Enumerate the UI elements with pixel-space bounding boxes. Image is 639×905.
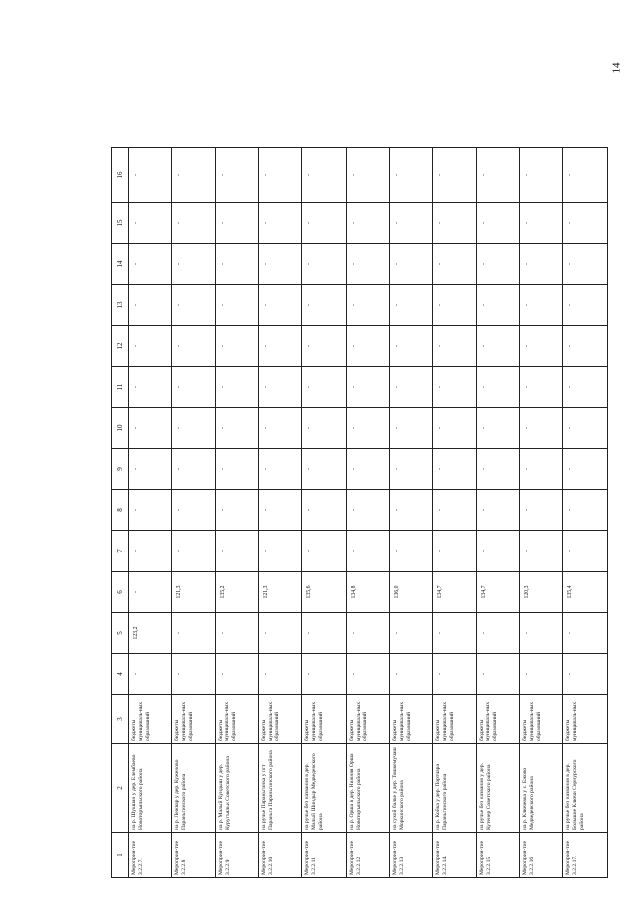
funding-source-cell: бюджеты муниципаль-ных образований	[302, 695, 347, 744]
table-row	[129, 148, 172, 878]
value-cell: -	[302, 244, 347, 285]
value-cell: -	[433, 531, 476, 572]
value-cell: -	[129, 408, 172, 449]
value-cell: -	[520, 326, 563, 367]
value-cell: -	[563, 654, 608, 695]
value-cell: -	[129, 367, 172, 408]
value-cell: -	[390, 244, 433, 285]
value-cell: -	[346, 148, 389, 203]
value-cell: 134,7	[433, 572, 476, 613]
value-cell: -	[346, 367, 389, 408]
value-cell: -	[563, 326, 608, 367]
value-cell: -	[346, 244, 389, 285]
value-cell: -	[172, 449, 215, 490]
value-cell: -	[563, 449, 608, 490]
value-cell: -	[346, 613, 389, 654]
value-cell: -	[302, 148, 347, 203]
value-cell: -	[390, 148, 433, 203]
value-cell: -	[172, 326, 215, 367]
value-cell: -	[346, 531, 389, 572]
measure-description-cell: на р. Ключевка у с. Ежово Медведевского района	[520, 744, 563, 833]
value-cell: -	[129, 654, 172, 695]
value-cell: -	[390, 449, 433, 490]
value-cell: 135,6	[302, 572, 347, 613]
value-cell: -	[433, 203, 476, 244]
value-cell: -	[346, 654, 389, 695]
column-number-header: 2	[112, 744, 129, 833]
measure-id-cell: Мероприя-тие 3.2.2.8	[172, 833, 215, 878]
value-cell: -	[433, 367, 476, 408]
measure-id-cell: Мероприя-тие 3.2.2.16	[520, 833, 563, 878]
value-cell: -	[215, 285, 258, 326]
value-cell: 120,3	[520, 572, 563, 613]
value-cell: -	[215, 148, 258, 203]
value-cell: -	[476, 285, 519, 326]
value-cell: -	[476, 148, 519, 203]
value-cell: -	[346, 285, 389, 326]
value-cell: -	[520, 367, 563, 408]
value-cell: -	[172, 613, 215, 654]
value-cell: -	[563, 285, 608, 326]
value-cell: -	[563, 408, 608, 449]
table-row	[390, 148, 433, 878]
value-cell: -	[129, 531, 172, 572]
value-cell: -	[172, 148, 215, 203]
value-cell: -	[215, 654, 258, 695]
measure-id-cell: Мероприя-тие 3.2.2.12	[346, 833, 389, 878]
funding-source-cell: бюджеты муниципаль-ных образований	[172, 695, 215, 744]
value-cell: -	[476, 326, 519, 367]
value-cell: -	[302, 367, 347, 408]
value-cell: -	[433, 654, 476, 695]
value-cell: -	[520, 203, 563, 244]
program-table	[111, 147, 608, 878]
column-number-header: 11	[112, 367, 129, 408]
value-cell: -	[258, 244, 301, 285]
measure-id-cell: Мероприя-тие 3.2.2.13	[390, 833, 433, 878]
value-cell: 134,8	[346, 572, 389, 613]
value-cell: -	[390, 285, 433, 326]
value-cell: -	[302, 203, 347, 244]
value-cell: -	[563, 490, 608, 531]
value-cell: -	[563, 244, 608, 285]
value-cell: -	[476, 449, 519, 490]
value-cell: 121,3	[172, 572, 215, 613]
value-cell: -	[258, 326, 301, 367]
value-cell: -	[476, 490, 519, 531]
table-row	[346, 148, 389, 878]
value-cell: -	[302, 654, 347, 695]
measure-description-cell: на р. Малый Кундыш у дер. Куругъяльи Советского района	[215, 744, 258, 833]
value-cell: -	[390, 367, 433, 408]
value-cell: -	[476, 654, 519, 695]
value-cell: -	[520, 148, 563, 203]
value-cell: -	[215, 367, 258, 408]
value-cell: -	[172, 367, 215, 408]
column-number-header: 15	[112, 203, 129, 244]
header-row	[112, 148, 129, 878]
value-cell: -	[520, 613, 563, 654]
column-number-header: 16	[112, 148, 129, 203]
column-number-header: 13	[112, 285, 129, 326]
value-cell: -	[433, 285, 476, 326]
value-cell: 135,2	[215, 572, 258, 613]
value-cell: -	[346, 326, 389, 367]
column-number-header: 5	[112, 613, 129, 654]
table-row	[476, 148, 519, 878]
value-cell: -	[390, 654, 433, 695]
value-cell: -	[302, 613, 347, 654]
value-cell: -	[215, 408, 258, 449]
value-cell: -	[302, 531, 347, 572]
value-cell: -	[258, 367, 301, 408]
value-cell: -	[258, 449, 301, 490]
value-cell: -	[172, 244, 215, 285]
measure-id-cell: Мероприя-тие 3.2.2.17.	[563, 833, 608, 878]
funding-source-cell: бюджеты муниципаль-ных образований	[520, 695, 563, 744]
value-cell: -	[258, 285, 301, 326]
page-number: 14	[610, 62, 623, 74]
value-cell: -	[215, 531, 258, 572]
value-cell: -	[476, 408, 519, 449]
value-cell: -	[433, 490, 476, 531]
column-number-header: 6	[112, 572, 129, 613]
table-row	[563, 148, 608, 878]
value-cell: -	[390, 408, 433, 449]
value-cell: -	[129, 326, 172, 367]
value-cell: -	[302, 326, 347, 367]
value-cell: -	[215, 613, 258, 654]
column-number-header: 4	[112, 654, 129, 695]
column-number-header: 12	[112, 326, 129, 367]
value-cell: -	[215, 326, 258, 367]
value-cell: -	[563, 367, 608, 408]
value-cell: -	[129, 244, 172, 285]
value-cell: 136,0	[390, 572, 433, 613]
value-cell: -	[346, 449, 389, 490]
value-cell: -	[172, 408, 215, 449]
value-cell: -	[215, 203, 258, 244]
value-cell: -	[172, 203, 215, 244]
measure-id-cell: Мероприя-тие 3.2.2.7.	[129, 833, 172, 878]
value-cell: -	[520, 654, 563, 695]
value-cell: -	[129, 449, 172, 490]
value-cell: -	[215, 244, 258, 285]
value-cell: -	[258, 148, 301, 203]
funding-source-cell: бюджеты муниципаль-ных образований	[129, 695, 172, 744]
value-cell: -	[302, 285, 347, 326]
value-cell: 123,2	[129, 613, 172, 654]
measure-description-cell: на ручье без названия в дер. Малый Шиндыр Медведевского района	[302, 744, 347, 833]
value-cell: -	[172, 490, 215, 531]
measure-description-cell: на р. Шукшан у дер. Елембаево Новоторъяльского района	[129, 744, 172, 833]
value-cell: -	[433, 148, 476, 203]
value-cell: -	[520, 408, 563, 449]
value-cell: -	[346, 203, 389, 244]
value-cell: -	[129, 572, 172, 613]
column-number-header: 8	[112, 490, 129, 531]
measure-id-cell: Мероприя-тие 3.2.2.15	[476, 833, 519, 878]
value-cell: -	[390, 490, 433, 531]
value-cell: -	[476, 203, 519, 244]
value-cell: -	[563, 148, 608, 203]
value-cell: -	[302, 490, 347, 531]
value-cell: -	[258, 490, 301, 531]
value-cell: -	[215, 490, 258, 531]
column-number-header: 14	[112, 244, 129, 285]
table-row	[433, 148, 476, 878]
value-cell: -	[258, 531, 301, 572]
value-cell: -	[302, 408, 347, 449]
funding-source-cell: бюджеты муниципаль-ных образований	[346, 695, 389, 744]
value-cell: -	[258, 203, 301, 244]
value-cell: -	[390, 326, 433, 367]
value-cell: -	[433, 326, 476, 367]
value-cell: -	[433, 408, 476, 449]
value-cell: -	[172, 531, 215, 572]
funding-source-cell: бюджеты муниципаль-ных образований	[258, 695, 301, 744]
value-cell: -	[520, 531, 563, 572]
value-cell: -	[258, 408, 301, 449]
measure-id-cell: Мероприя-тие 3.2.2.11	[302, 833, 347, 878]
value-cell: -	[129, 148, 172, 203]
value-cell: -	[520, 449, 563, 490]
table-row	[258, 148, 301, 878]
value-cell: -	[129, 203, 172, 244]
value-cell: -	[215, 449, 258, 490]
value-cell: -	[433, 244, 476, 285]
rotated-page	[111, 148, 608, 878]
column-number-header: 3	[112, 695, 129, 744]
funding-source-cell: бюджеты муниципаль-ных	[563, 695, 608, 744]
funding-source-cell: бюджеты муниципаль-ных образований	[476, 695, 519, 744]
measure-description-cell: на сухой балке у дер. Тошкемучаш Моркинского района	[390, 744, 433, 833]
column-number-header: 7	[112, 531, 129, 572]
value-cell: -	[476, 613, 519, 654]
column-number-header: 1	[112, 833, 129, 878]
funding-source-cell: бюджеты муниципаль-ных образований	[390, 695, 433, 744]
value-cell: -	[346, 408, 389, 449]
value-cell: -	[433, 449, 476, 490]
value-cell: -	[476, 367, 519, 408]
value-cell: 135,4	[563, 572, 608, 613]
value-cell: -	[390, 531, 433, 572]
table-row	[172, 148, 215, 878]
value-cell: 134,7	[476, 572, 519, 613]
value-cell: -	[520, 244, 563, 285]
value-cell: -	[476, 244, 519, 285]
value-cell: -	[346, 490, 389, 531]
value-cell: -	[258, 613, 301, 654]
table-row	[520, 148, 563, 878]
value-cell: -	[520, 490, 563, 531]
value-cell: -	[302, 449, 347, 490]
value-cell: -	[563, 531, 608, 572]
value-cell: -	[172, 654, 215, 695]
value-cell: -	[129, 490, 172, 531]
value-cell: -	[563, 203, 608, 244]
measure-description-cell: на ручье без названия в дер. Большие Ключи Сернурского района	[563, 744, 608, 833]
funding-source-cell: бюджеты муниципаль-ных образований	[215, 695, 258, 744]
value-cell: -	[390, 203, 433, 244]
value-cell: -	[520, 285, 563, 326]
value-cell: -	[129, 285, 172, 326]
measure-description-cell: на р. Орша в дер. Нижняя Орша Новоторъяльского района	[346, 744, 389, 833]
column-number-header: 10	[112, 408, 129, 449]
value-cell: 121,3	[258, 572, 301, 613]
measure-description-cell: на р. Лежвар у дер. Куженово Параньгинского района	[172, 744, 215, 833]
value-cell: -	[433, 613, 476, 654]
value-cell: -	[390, 613, 433, 654]
value-cell: -	[258, 654, 301, 695]
measure-id-cell: Мероприя-тие 3.2.2.10	[258, 833, 301, 878]
table-row	[215, 148, 258, 878]
measure-description-cell: на р. Койка у дер. Портчара Параньгинского района	[433, 744, 476, 833]
value-cell: -	[476, 531, 519, 572]
measure-id-cell: Мероприя-тие 3.2.2.14.	[433, 833, 476, 878]
value-cell: -	[172, 285, 215, 326]
table-row	[302, 148, 347, 878]
measure-id-cell: Мероприя-тие 3.2.2.9	[215, 833, 258, 878]
measure-description-cell: на ручье без названия у дер. Кутенер Советского района	[476, 744, 519, 833]
value-cell: -	[563, 613, 608, 654]
column-number-header: 9	[112, 449, 129, 490]
funding-source-cell: бюджеты муниципаль-ных образований	[433, 695, 476, 744]
measure-description-cell: на ручье Параньгинка у пгт Параньга Параньгинского района	[258, 744, 301, 833]
